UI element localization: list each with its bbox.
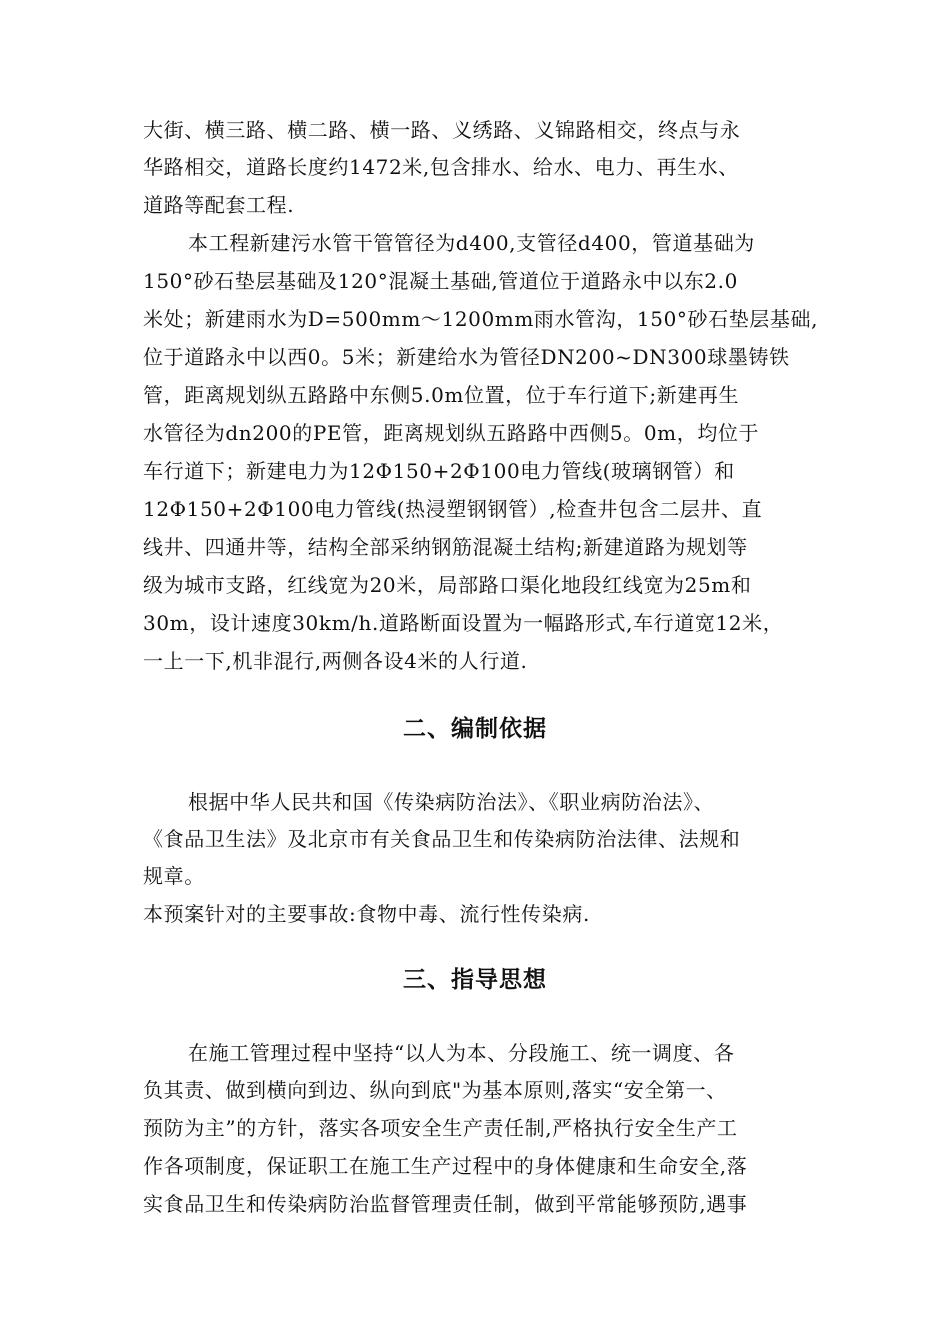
paragraph-line: 12Φ150+2Φ100电力管线(热浸塑钢钢管）,检查井包含二层井、直 [143, 497, 763, 521]
paragraph-line: 米处；新建雨水为D=500mm～1200mm雨水管沟，150°砂石垫层基础, [143, 307, 819, 331]
paragraph-line: 水管径为dn200的PE管，距离规划纵五路路中西侧5。0m，均位于 [143, 421, 760, 445]
paragraph-line: 本工程新建污水管干管管径为d400,支管径d400，管道基础为 [188, 231, 755, 255]
paragraph-line: 规章。 [143, 864, 205, 888]
paragraph-line: 道路等配套工程. [143, 193, 295, 217]
paragraph-line: 管，距离规划纵五路路中东侧5.0m位置，位于车行道下;新建再生 [143, 383, 740, 407]
paragraph-line: 《食品卫生法》及北京市有关食品卫生和传染病防治法律、法规和 [143, 827, 741, 851]
section-heading: 三、指导思想 [403, 967, 547, 993]
paragraph-line: 本预案针对的主要事故:食物中毒、流行性传染病. [143, 902, 590, 926]
paragraph-line: 30m，设计速度30km/h.道路断面设置为一幅路形式,车行道宽12米， [143, 611, 784, 635]
paragraph-line: 150°砂石垫层基础及120°混凝土基础,管道位于道路永中以东2.0 [143, 269, 738, 293]
paragraph-line: 实食品卫生和传染病防治监督管理责任制，做到平常能够预防,遇事 [143, 1192, 748, 1216]
paragraph-line: 一上一下,机非混行,两侧各设4米的人行道. [143, 649, 528, 673]
paragraph-line: 在施工管理过程中坚持“以人为本、分段施工、统一调度、各 [188, 1041, 735, 1065]
paragraph-line: 位于道路永中以西0。5米；新建给水为管径DN200~DN300球墨铸铁 [143, 345, 790, 369]
paragraph-line: 大街、横三路、横二路、横一路、义绣路、义锦路相交，终点与永 [143, 118, 741, 142]
paragraph-line: 华路相交，道路长度约1472米,包含排水、给水、电力、再生水、 [143, 155, 739, 179]
section-heading: 二、编制依据 [403, 716, 547, 742]
paragraph-line: 车行道下；新建电力为12Φ150+2Φ100电力管线(玻璃钢管）和 [143, 459, 735, 483]
paragraph-line: 作各项制度，保证职工在施工生产过程中的身体健康和生命安全,落 [143, 1154, 748, 1178]
paragraph-line: 根据中华人民共和国《传染病防治法》、《职业病防治法》、 [188, 790, 715, 814]
paragraph-line: 预防为主”的方针，落实各项安全生产责任制,严格执行安全生产工 [143, 1116, 738, 1140]
paragraph-line: 负其责、做到横向到边、纵向到底"为基本原则,落实“安全第一、 [143, 1078, 727, 1102]
paragraph-line: 级为城市支路，红线宽为20米，局部路口渠化地段红线宽为25m和 [143, 573, 752, 597]
paragraph-line: 线井、四通井等，结构全部采纳钢筋混凝土结构;新建道路为规划等 [143, 535, 748, 559]
